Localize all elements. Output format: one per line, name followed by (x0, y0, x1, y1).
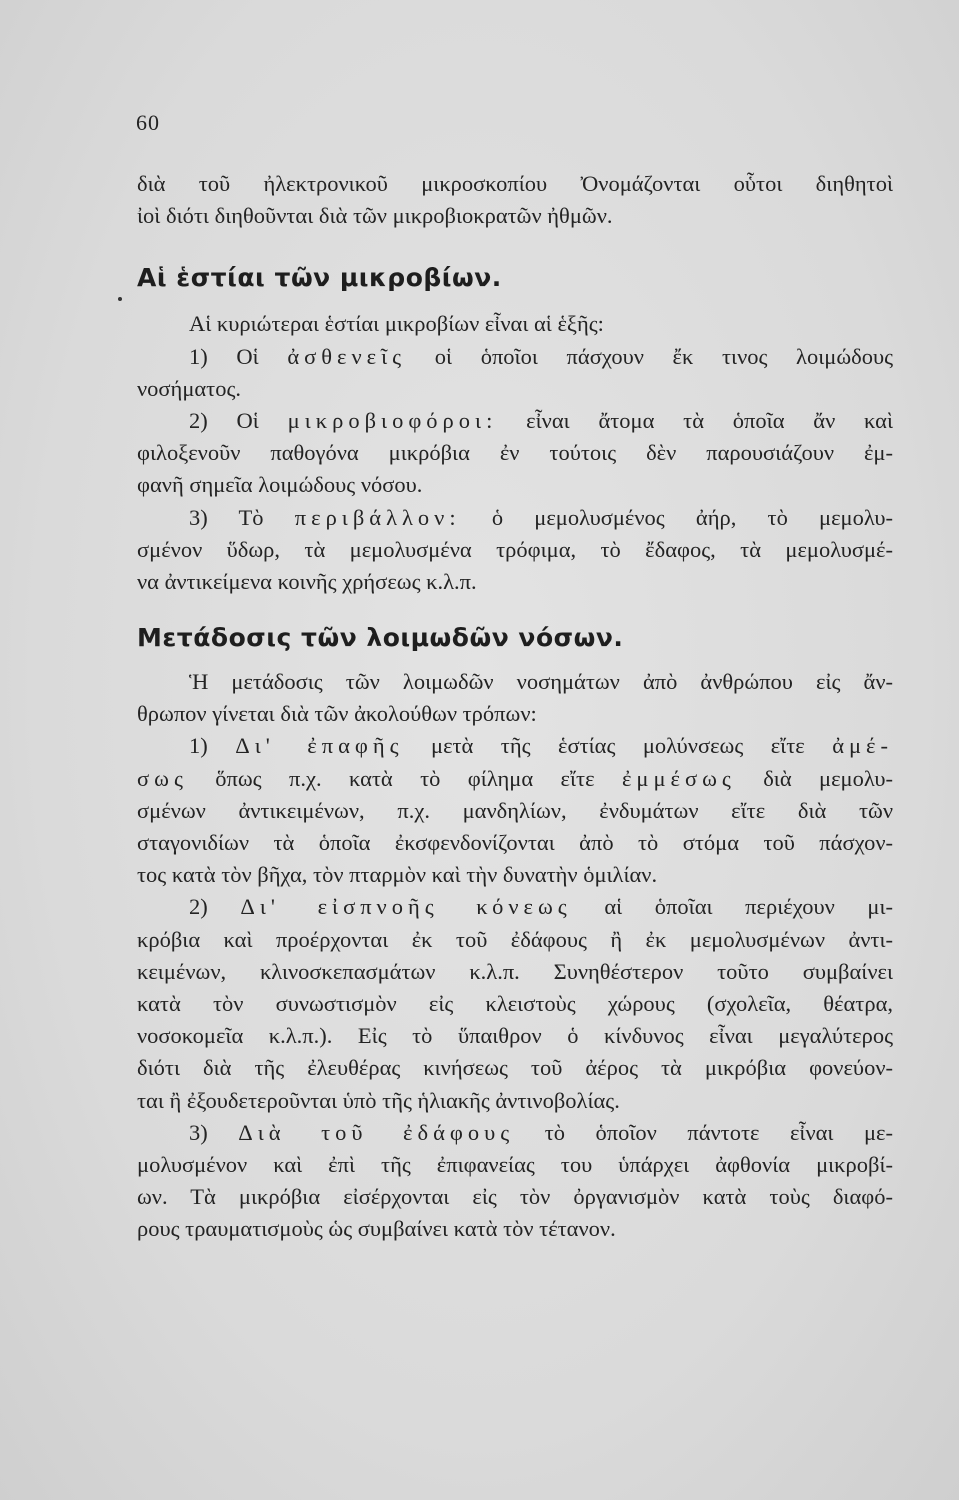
spaced-term: ἀμέ- (832, 733, 893, 759)
item-text: τὸ ὁποῖον πάντοτε εἶναι με- (544, 1119, 893, 1145)
section-heading-transmission: Μετάδοσις τῶν λοιμωδῶν νόσων. (137, 623, 624, 653)
text-line: Ἡ μετάδοσις τῶν λοιμωδῶν νοσημάτων ἀπὸ ἀνθρώπου εἰς ἄν- (189, 669, 893, 695)
text-line: ται ἢ ἐξουδετεροῦνται ὑπὸ τῆς ἡλιακῆς ἀντινοβολίας. (137, 1087, 620, 1113)
list-item-inhalation (137, 891, 893, 923)
item-text: διὰ μεμολυ- (763, 765, 893, 791)
item-number: 1) Οἱ (189, 343, 259, 369)
item-text: ὁ μεμολυσμένος ἀήρ, τὸ μεμολυ- (491, 504, 894, 530)
spaced-term: Δι' εἰσπνοῆς κόνεως (240, 894, 572, 920)
item-number: 3) Τὸ (189, 504, 264, 530)
text-line: νοσήματος. (137, 375, 241, 401)
item-text: οἱ ὁποῖοι πάσχουν ἔκ τινος λοιμώδους (434, 343, 894, 369)
list-item-patients (137, 341, 893, 373)
text-line: ἰοὶ διότι διηθοῦνται διὰ τῶν μικροβιοκρατῶν ἠθμῶν. (137, 203, 613, 229)
text-line: φιλοξενοῦν παθογόνα μικρόβια ἐν τούτοις δὲν παρουσιάζουν ἐμ- (137, 440, 893, 466)
spaced-term: περιβάλλον: (294, 504, 461, 530)
spaced-term: μικροβιοφόροι: (287, 407, 498, 433)
item-text: ὅπως π.χ. κατὰ τὸ φίλημα εἴτε (215, 765, 595, 791)
item-number: 1) (189, 733, 208, 759)
text-line: σμένον ὕδωρ, τὰ μεμολυσμένα τρόφιμα, τὸ ἔδαφος, τὰ μεμολυσμέ- (137, 536, 893, 562)
spaced-term: ἐμμέσως (621, 765, 736, 791)
item-text: εἶναι ἄτομα τὰ ὁποῖα ἄν καὶ (526, 407, 894, 433)
text-line: φανῆ σημεῖα λοιμώδους νόσου. (137, 472, 423, 498)
text-line: σμένων ἀντικειμένων, π.χ. μανδηλίων, ἐνδυμάτων εἴτε διὰ τῶν (137, 797, 893, 823)
margin-dot (118, 297, 122, 301)
spaced-term: σως (137, 765, 188, 791)
text-line: ρους τραυματισμοὺς ὡς συμβαίνει κατὰ τὸν τέτανον. (137, 1216, 616, 1242)
text-line: κρόβια καὶ προέρχονται ἐκ τοῦ ἐδάφους ἢ ἐκ μεμολυσμένων ἀντι- (137, 926, 893, 952)
spaced-term: ἀσθενεῖς (287, 343, 407, 369)
text-line: κατὰ τὸν συνωστισμὸν εἰς κλειστοὺς χώρους (σχολεῖα, θέατρα, (137, 990, 893, 1016)
page-body (137, 168, 893, 1245)
text-line: κειμένων, κλινοσκεπασμάτων κ.λ.π. Συνηθέστερον τοῦτο συμβαίνει (137, 958, 893, 984)
list-item-soil (137, 1117, 893, 1149)
text-line: θρωπον γίνεται διὰ τῶν ἀκολούθων τρόπων: (137, 701, 537, 727)
text-line: ων. Τὰ μικρόβια εἰσέρχονται εἰς τὸν ὀργανισμὸν κατὰ τοὺς διαφό- (137, 1184, 893, 1210)
list-item-environment (137, 502, 893, 534)
item-text: μετὰ τῆς ἑστίας μολύνσεως εἴτε (431, 733, 805, 759)
item-number: 3) (189, 1119, 208, 1145)
section-heading-sources: Αἱ ἑστίαι τῶν μικροβίων. (137, 263, 502, 293)
text-line: νοσοκομεῖα κ.λ.π.). Εἰς τὸ ὕπαιθρον ὁ κίνδυνος εἶναι μεγαλύτερος (137, 1023, 893, 1049)
item-number: 2) Οἱ (189, 407, 259, 433)
list-item-carriers (137, 405, 893, 437)
spaced-term: Δι' ἐπαφῆς (235, 733, 404, 759)
list-item-contact (137, 730, 893, 762)
text-line: διότι διὰ τῆς ἐλευθέρας κινήσεως τοῦ ἀέρος τὰ μικρόβια φονεύον- (137, 1055, 893, 1081)
text-line: τος κατὰ τὸν βῆχα, τὸν πταρμὸν καὶ τὴν δυνατὴν ὁμιλίαν. (137, 862, 658, 888)
item-number: 2) (189, 894, 208, 920)
text-line: να ἀντικείμενα κοινῆς χρήσεως κ.λ.π. (137, 568, 477, 594)
text-line: Αἱ κυριώτεραι ἑστίαι μικροβίων εἶναι αἱ ἑξῆς: (189, 311, 604, 337)
text-line: διὰ τοῦ ἠλεκτρονικοῦ μικροσκοπίου Ὀνομάζονται οὗτοι διηθητοὶ (137, 171, 893, 196)
page-number: 60 (136, 110, 160, 135)
text-line (137, 763, 893, 795)
spaced-term: Διὰ τοῦ ἐδάφους (238, 1119, 515, 1145)
text-line: σταγονιδίων τὰ ὁποῖα ἐκσφενδονίζονται ἀπὸ τὸ στόμα τοῦ πάσχον- (137, 830, 893, 855)
text-line: μολυσμένον καὶ ἐπὶ τῆς ἐπιφανείας του ὑπάρχει ἀφθονία μικροβί- (137, 1151, 893, 1177)
item-text: αἱ ὁποῖαι περιέχουν μι- (604, 894, 893, 920)
